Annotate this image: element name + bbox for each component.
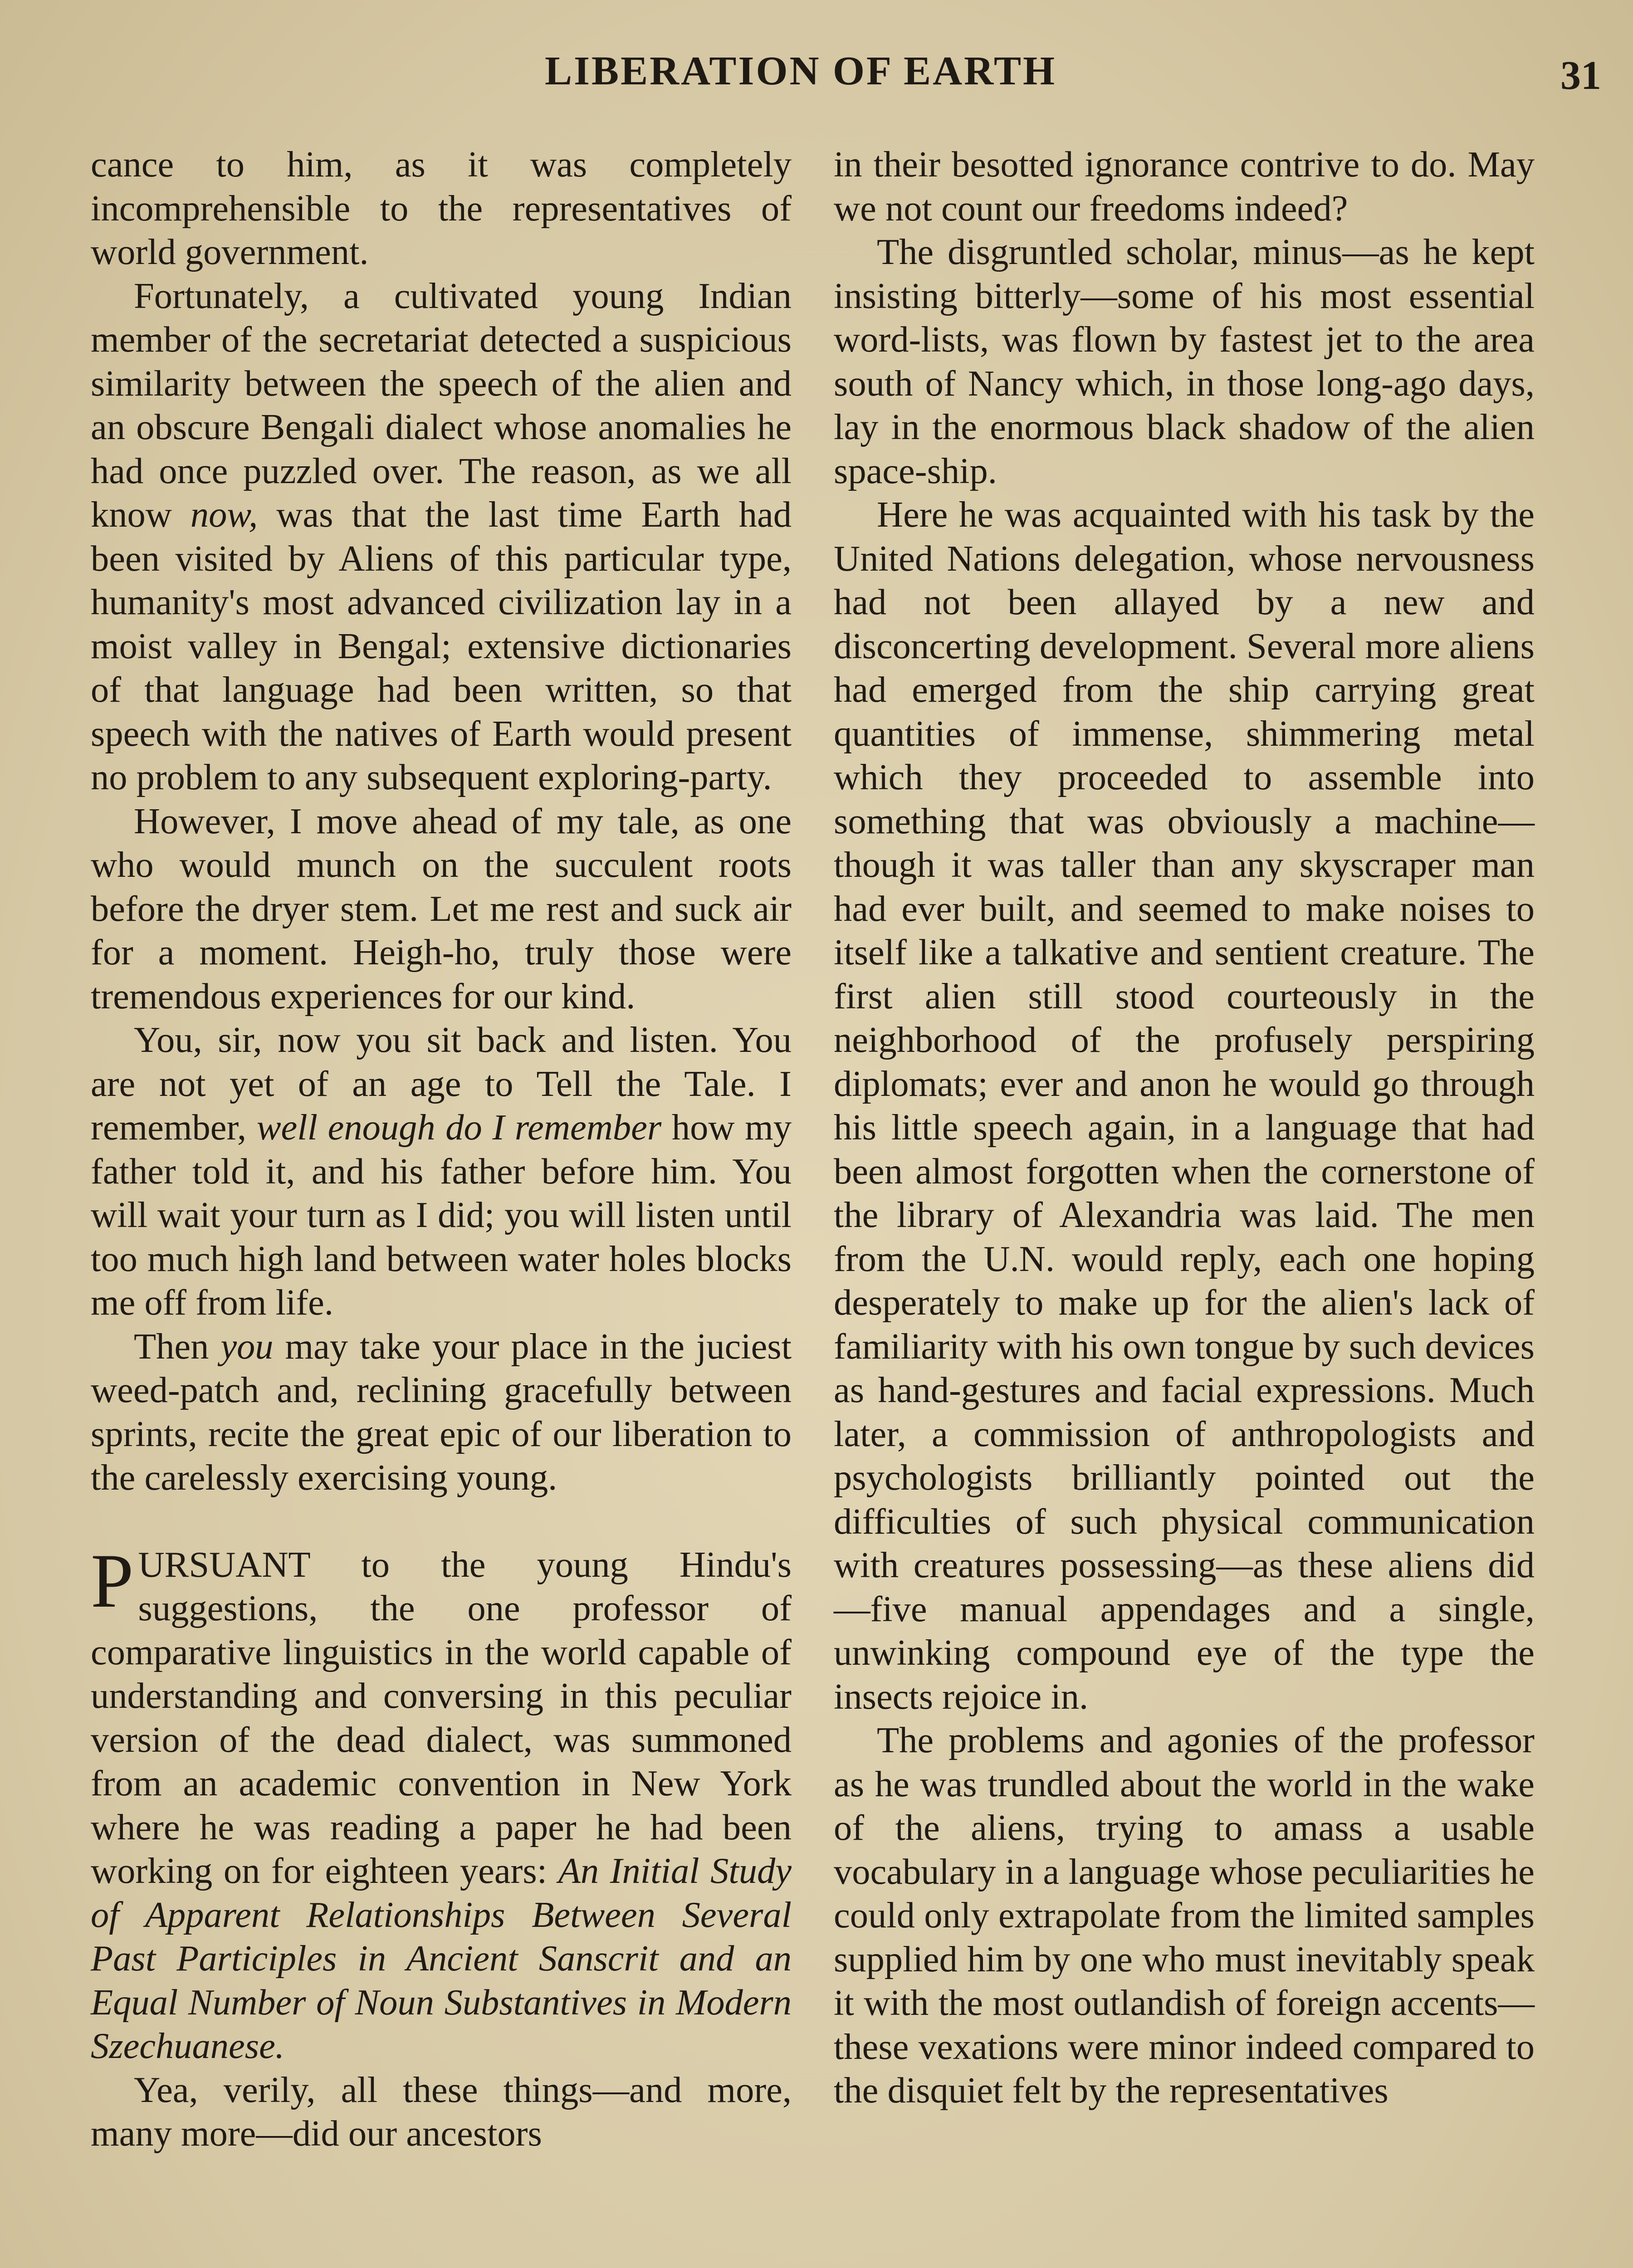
text-run: how my father told it, and his father before him. You will wait your turn as I did; you will listen until too much high land between water holes blocks me off from life. (91, 1107, 792, 1323)
paragraph: The problems and agonies of the professor as he was trundled about the world in the wake of the aliens, trying to amass a usable vocabulary in a language whose peculiarities he could only extrapolate from the limited samples supplied him by one who must inevitably speak it with the most outlandish of foreign accents—these vexations were minor indeed compared to the disquiet felt by the representatives (834, 1720, 1535, 2111)
paragraph (91, 1325, 792, 1500)
page-title: LIBERATION OF EARTH (544, 49, 1056, 93)
italic-text: An Initial Study of Apparent Relationships Between Several Past Participles in Ancient Sanscrit and an Equal Number of Noun Substantives in Modern Szechuanese. (91, 1851, 792, 2066)
text-run: was that the last time Earth had been visited by Aliens of this particular type, humanity's most advanced civilization lay in a moist valley in Bengal; extensive dictionaries of that language had been written, so that speech with the natives of Earth would present no problem to any subsequent exploring-party. (91, 494, 792, 797)
page-number: 31 (1560, 53, 1601, 98)
italic-text: you (220, 1326, 274, 1367)
right-column (834, 143, 1535, 2268)
text-run: may take your place in the juciest weed-patch and, reclining gracefully between sprints, recite the great epic of our liberation to the carelessly exercising young. (91, 1326, 792, 1498)
paragraph: Yea, verily, all these things—and more, many more—did our ancestors (91, 2069, 792, 2154)
italic-text: well enough do I remember (256, 1107, 662, 1148)
text-run: You, sir, now you sit back and listen. You are not yet of an age to Tell the Tale. I remember, (91, 1020, 792, 1148)
paragraph: in their besotted ignorance contrive to do. May we not count our freedoms indeed? (834, 144, 1535, 229)
paragraph: However, I move ahead of my tale, as one who would munch on the succulent roots before the dryer stem. Let me rest and suck air for a moment. Heigh-ho, truly those were tremendous experiences for our kind. (91, 801, 792, 1017)
paragraph: The disgruntled scholar, minus—as he kept insisting bitterly—some of his most essential word-lists, was flown by fastest jet to the area south of Nancy which, in those long-ago days, lay in the enormous black shadow of the alien space-ship. (834, 232, 1535, 491)
paragraph (91, 1018, 792, 1325)
italic-text: now, (190, 494, 258, 535)
paragraph: Here he was acquainted with his task by the United Nations delegation, whose nervousness had not been allayed by a new and disconcerting development. Several more aliens had emerged from the ship carrying great quantities of immense, shimmering metal which they proceeded to assemble into something that was obviously a machine—though it was taller than any skyscraper man had ever built, and seemed to make noises to itself like a talkative and sentient creature. The first alien still stood courteously in the neighborhood of the profusely perspiring diplomats; ever and anon he would go through his little speech again, in a language that had been almost forgotten when the cornerstone of the library of Alexandria was laid. The men from the U.N. would reply, each one hoping desperately to make up for the alien's lack of familiarity with his own tongue by such devices as hand-gestures and facial expressions. Much later, a commission of anthropologists and psychologists brilliantly pointed out the difficulties of such physical communication with creatures possessing—as these aliens did—five manual appendages and a single, unwinking compound eye of the type the insects rejoice in. (834, 494, 1535, 1717)
paragraph (91, 274, 792, 800)
running-head (0, 48, 1601, 107)
paragraph (91, 1538, 792, 2068)
text-run: Fortunately, a cultivated young Indian member of the secretariat detected a suspicious similarity between the speech of the alien and an obscure Bengali dialect whose anomalies he had once puzzled over. The reason, as we all know (91, 275, 792, 535)
text-run: Then (134, 1326, 221, 1367)
section-break (91, 1500, 792, 1543)
paragraph: cance to him, as it was completely incomprehensible to the representatives of world government. (91, 144, 792, 272)
drop-cap: P (91, 1538, 134, 1623)
left-column (91, 143, 792, 2268)
text-run: URSUANT to the young Hindu's suggestions, the one professor of comparative linguistics in the world capable of understanding and conversing in this peculiar version of the dead dialect, was summoned from an academic convention in New York where he was reading a paper he had been working on for eighteen years: (91, 1544, 792, 1891)
